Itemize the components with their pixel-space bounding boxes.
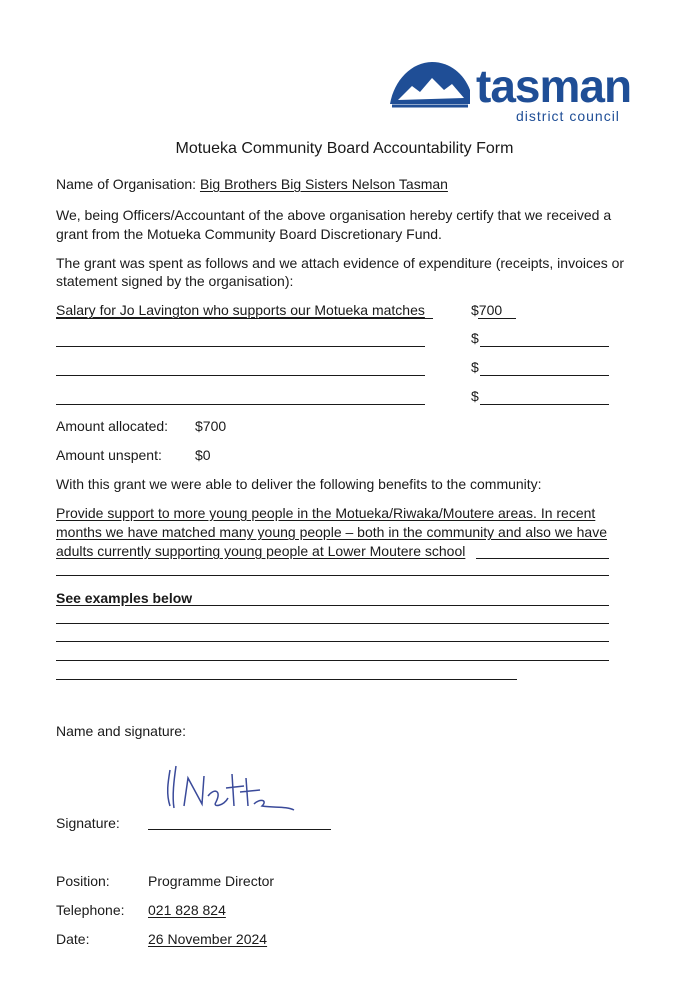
- blank-line-2: [56, 623, 609, 624]
- expense-amount-line-2: [480, 346, 609, 347]
- handwritten-signature: [150, 760, 300, 820]
- org-value: Big Brothers Big Sisters Nelson Tasman: [199, 176, 448, 192]
- org-label: Name of Organisation:: [56, 176, 197, 192]
- signature-line: [148, 829, 331, 830]
- telephone-value: 021 828 824: [148, 902, 226, 918]
- logo-wordmark: tasman: [476, 60, 632, 112]
- unspent-value: $0: [195, 447, 211, 463]
- org-row: [56, 176, 448, 192]
- benefits-intro: With this grant we were able to deliver the following benefits to the community:: [56, 476, 542, 492]
- unspent-label: Amount unspent:: [56, 447, 162, 463]
- allocated-label: Amount allocated:: [56, 418, 169, 434]
- position-label: Position:: [56, 873, 110, 889]
- telephone-label: Telephone:: [56, 902, 125, 918]
- benefits-line-3-fill: [476, 558, 609, 559]
- date-value: 26 November 2024: [148, 931, 268, 947]
- expense-amount-4: $: [471, 388, 479, 404]
- see-examples: See examples below: [56, 590, 193, 606]
- logo-subtitle: district council: [516, 108, 620, 124]
- expense-amount-1: $700: [471, 302, 503, 318]
- logo-mountain-icon: [388, 60, 472, 108]
- expense-amount-line-3: [480, 375, 609, 376]
- certify-line-2: grant from the Motueka Community Board Discretionary Fund.: [56, 226, 442, 242]
- blank-line-1: [56, 575, 609, 576]
- benefits-line-3: adults currently supporting young people at Lower Moutere school: [56, 543, 466, 559]
- expense-line-3: [56, 375, 425, 376]
- name-signature-label: Name and signature:: [56, 723, 186, 739]
- spent-line-1: The grant was spent as follows and we attach evidence of expenditure (receipts, invoices or: [56, 255, 625, 271]
- expense-line-4: [56, 404, 425, 405]
- expense-amount-2: $: [471, 330, 479, 346]
- certify-line-1: We, being Officers/Accountant of the above organisation hereby certify that we received a: [56, 207, 612, 223]
- expense-item-1: Salary for Jo Lavington who supports our Motueka matches: [56, 302, 425, 318]
- benefits-line-2: months we have matched many young people – both in the community and also we have: [56, 524, 607, 540]
- allocated-value: $700: [195, 418, 227, 434]
- benefits-line-1: Provide support to more young people in the Motueka/Riwaka/Moutere areas. In recent: [56, 505, 596, 521]
- blank-line-5: [56, 679, 517, 680]
- blank-line-4: [56, 660, 609, 661]
- signature-label: Signature:: [56, 815, 120, 831]
- blank-line-3: [56, 641, 609, 642]
- form-title: Motueka Community Board Accountability Form: [175, 140, 514, 157]
- expense-line-1: [56, 318, 433, 319]
- position-value: Programme Director: [148, 873, 275, 889]
- expense-amount-3: $: [471, 359, 479, 375]
- expense-amount-line-4: [480, 404, 609, 405]
- spent-line-2: statement signed by the organisation):: [56, 273, 294, 289]
- expense-line-2: [56, 346, 425, 347]
- date-label: Date:: [56, 931, 90, 947]
- expense-amount-line-1: [478, 318, 516, 319]
- see-examples-fill: [186, 605, 609, 606]
